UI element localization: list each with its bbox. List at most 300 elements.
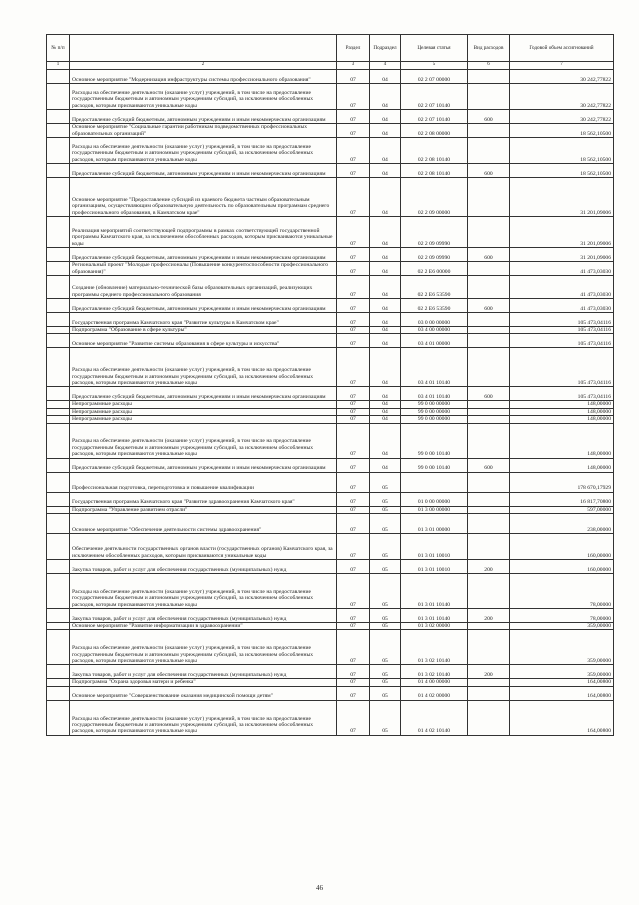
column-number: 2 xyxy=(70,62,337,70)
table-row xyxy=(47,327,614,334)
row-name-cell: Предоставление субсидий бюджетным, автономным учреждениям и иным некоммерческим организациям xyxy=(70,110,337,124)
row-number-cell xyxy=(47,248,70,262)
row-target-article-cell: 02 2 09 09990 xyxy=(401,217,468,248)
row-number-cell xyxy=(47,70,70,84)
row-amount-cell: 148,00000 xyxy=(510,408,614,415)
table-row xyxy=(47,70,614,84)
row-target-article-cell: 03 0 00 00000 xyxy=(401,313,468,327)
row-expense-type-cell xyxy=(468,514,510,534)
row-amount-cell: 164,00800 xyxy=(510,686,614,700)
row-name-cell: Подпрограмма "Управление развитием отрасли" xyxy=(70,506,337,513)
row-subsection-cell: 04 xyxy=(370,299,401,313)
row-number-cell xyxy=(47,334,70,348)
row-target-article-cell: 02 2 08 10140 xyxy=(401,164,468,178)
row-amount-cell: 160,00000 xyxy=(510,560,614,574)
row-number-cell xyxy=(47,609,70,623)
header-annual-volume: Годовой объем ассигнований xyxy=(510,35,614,62)
row-amount-cell: 18 562,10500 xyxy=(510,124,614,138)
header-subsection: Подраздел xyxy=(370,35,401,62)
row-section-cell: 07 xyxy=(337,276,370,299)
row-expense-type-cell xyxy=(468,70,510,84)
row-name-cell: Основное мероприятие "Предоставление субсидий из краевого бюджета частным образовательным организациям, осуществляющим образовательную деятельность по образовательным программам среднего профессионального образования, в Камчатском крае" xyxy=(70,178,337,217)
row-target-article-cell xyxy=(401,472,468,492)
row-section-cell: 07 xyxy=(337,110,370,124)
row-target-article-cell: 01 4 02 10140 xyxy=(401,700,468,735)
row-amount-cell: 359,00000 xyxy=(510,630,614,665)
row-amount-cell: 160,00000 xyxy=(510,534,614,560)
row-number-cell xyxy=(47,408,70,415)
row-expense-type-cell xyxy=(468,700,510,735)
row-number-cell xyxy=(47,472,70,492)
row-section-cell: 07 xyxy=(337,217,370,248)
row-subsection-cell: 05 xyxy=(370,630,401,665)
row-expense-type-cell xyxy=(468,623,510,630)
table-row xyxy=(47,514,614,534)
row-amount-cell: 105 473,04116 xyxy=(510,348,614,387)
row-expense-type-cell xyxy=(468,124,510,138)
header-target-article: Целевая статья xyxy=(401,35,468,62)
row-target-article-cell: 01 3 01 10140 xyxy=(401,574,468,609)
row-amount-cell: 78,00000 xyxy=(510,609,614,623)
row-number-cell xyxy=(47,84,70,110)
row-expense-type-cell: 600 xyxy=(468,387,510,401)
row-number-cell xyxy=(47,458,70,472)
row-amount-cell: 359,00000 xyxy=(510,623,614,630)
row-number-cell xyxy=(47,401,70,408)
row-subsection-cell: 05 xyxy=(370,686,401,700)
row-section-cell: 07 xyxy=(337,313,370,327)
row-subsection-cell: 04 xyxy=(370,84,401,110)
row-number-cell xyxy=(47,506,70,513)
table-row xyxy=(47,423,614,458)
row-name-cell: Подпрограмма "Образование в сфере культуры" xyxy=(70,327,337,334)
row-amount-cell: 31 201,09006 xyxy=(510,178,614,217)
row-expense-type-cell xyxy=(468,534,510,560)
row-section-cell: 07 xyxy=(337,70,370,84)
row-subsection-cell: 04 xyxy=(370,110,401,124)
row-expense-type-cell: 600 xyxy=(468,110,510,124)
table-row xyxy=(47,313,614,327)
row-amount-cell: 238,00000 xyxy=(510,514,614,534)
row-expense-type-cell xyxy=(468,348,510,387)
table-row xyxy=(47,138,614,164)
row-number-cell xyxy=(47,665,70,679)
row-target-article-cell: 03 4 01 10140 xyxy=(401,348,468,387)
header-section: Раздел xyxy=(337,35,370,62)
row-expense-type-cell xyxy=(468,472,510,492)
table-row xyxy=(47,401,614,408)
row-subsection-cell: 05 xyxy=(370,492,401,506)
row-target-article-cell: 03 4 00 00000 xyxy=(401,327,468,334)
row-section-cell: 07 xyxy=(337,686,370,700)
header-row xyxy=(47,35,614,62)
table-row xyxy=(47,262,614,276)
row-expense-type-cell xyxy=(468,630,510,665)
row-expense-type-cell xyxy=(468,276,510,299)
row-subsection-cell: 04 xyxy=(370,164,401,178)
row-expense-type-cell: 600 xyxy=(468,458,510,472)
table-row xyxy=(47,492,614,506)
row-section-cell: 07 xyxy=(337,574,370,609)
table-row xyxy=(47,679,614,686)
row-number-cell xyxy=(47,700,70,735)
row-name-cell: Расходы на обеспечение деятельности (оказание услуг) учреждений, в том числе на предоставление государственным бюджетным и автономным учреждениям субсидий, за исключением обособленных расходов, которым присваиваются уникальные коды xyxy=(70,700,337,735)
row-target-article-cell: 02 2 09 00000 xyxy=(401,178,468,217)
row-section-cell: 07 xyxy=(337,334,370,348)
table-row xyxy=(47,416,614,423)
row-target-article-cell: 02 2 08 10140 xyxy=(401,138,468,164)
row-target-article-cell: 01 3 02 10140 xyxy=(401,630,468,665)
row-number-cell xyxy=(47,217,70,248)
row-expense-type-cell: 200 xyxy=(468,665,510,679)
row-section-cell: 07 xyxy=(337,178,370,217)
row-name-cell: Основное мероприятие "Совершенствование оказания медицинской помощи детям" xyxy=(70,686,337,700)
row-section-cell: 07 xyxy=(337,679,370,686)
row-target-article-cell: 01 3 01 10010 xyxy=(401,534,468,560)
row-expense-type-cell xyxy=(468,84,510,110)
row-subsection-cell: 04 xyxy=(370,178,401,217)
row-subsection-cell: 04 xyxy=(370,313,401,327)
table-body xyxy=(47,70,614,736)
row-target-article-cell: 01 3 01 10010 xyxy=(401,560,468,574)
row-target-article-cell: 99 0 00 10140 xyxy=(401,423,468,458)
row-amount-cell: 359,00000 xyxy=(510,665,614,679)
row-name-cell: Государственная программа Камчатского края "Развитие культуры в Камчатском крае" xyxy=(70,313,337,327)
page-number: 46 xyxy=(316,884,323,892)
row-number-cell xyxy=(47,164,70,178)
row-amount-cell: 16 817,70800 xyxy=(510,492,614,506)
row-number-cell xyxy=(47,416,70,423)
row-name-cell: Непрограммные расходы xyxy=(70,401,337,408)
row-number-cell xyxy=(47,110,70,124)
row-subsection-cell: 04 xyxy=(370,262,401,276)
row-number-cell xyxy=(47,630,70,665)
row-name-cell: Профессиональная подготовка, переподготовка и повышение квалификации xyxy=(70,472,337,492)
row-target-article-cell: 01 4 00 00000 xyxy=(401,679,468,686)
row-name-cell: Закупка товаров, работ и услуг для обеспечения государственных (муниципальных) нужд xyxy=(70,560,337,574)
row-section-cell: 07 xyxy=(337,248,370,262)
row-section-cell: 07 xyxy=(337,630,370,665)
row-section-cell: 07 xyxy=(337,665,370,679)
row-section-cell: 07 xyxy=(337,348,370,387)
row-amount-cell: 597,00000 xyxy=(510,506,614,513)
row-subsection-cell: 05 xyxy=(370,679,401,686)
column-number: 4 xyxy=(370,62,401,70)
row-subsection-cell: 04 xyxy=(370,327,401,334)
row-number-cell xyxy=(47,686,70,700)
table-row xyxy=(47,506,614,513)
row-amount-cell: 30 242,77822 xyxy=(510,70,614,84)
row-number-cell xyxy=(47,574,70,609)
table-row xyxy=(47,276,614,299)
row-subsection-cell: 04 xyxy=(370,276,401,299)
row-name-cell: Основное мероприятие "Модернизация инфраструктуры системы профессионального образования" xyxy=(70,70,337,84)
row-number-cell xyxy=(47,313,70,327)
row-subsection-cell: 05 xyxy=(370,472,401,492)
row-target-article-cell: 99 0 00 10140 xyxy=(401,458,468,472)
row-subsection-cell: 04 xyxy=(370,401,401,408)
row-section-cell: 07 xyxy=(337,560,370,574)
row-name-cell: Расходы на обеспечение деятельности (оказание услуг) учреждений, в том числе на предоставление государственным бюджетным и автономным учреждениям субсидий, за исключением обособленных расходов, которым присваиваются уникальные коды xyxy=(70,348,337,387)
row-name-cell: Расходы на обеспечение деятельности (оказание услуг) учреждений, в том числе на предоставление государственным бюджетным и автономным учреждениям субсидий, за исключением обособленных расходов, которым присваиваются уникальные коды xyxy=(70,574,337,609)
row-amount-cell: 105 473,04116 xyxy=(510,387,614,401)
row-section-cell: 07 xyxy=(337,262,370,276)
row-amount-cell: 164,00800 xyxy=(510,700,614,735)
row-name-cell: Создание (обновление) материально-технической базы образовательных организаций, реализующих программы среднего профессионального образования xyxy=(70,276,337,299)
row-section-cell: 07 xyxy=(337,472,370,492)
row-name-cell: Расходы на обеспечение деятельности (оказание услуг) учреждений, в том числе на предоставление государственным бюджетным и автономным учреждениям субсидий, за исключением обособленных расходов, которым присваиваются уникальные коды xyxy=(70,423,337,458)
row-amount-cell: 105 473,04116 xyxy=(510,313,614,327)
row-target-article-cell: 02 2 09 09990 xyxy=(401,248,468,262)
row-subsection-cell: 04 xyxy=(370,217,401,248)
row-amount-cell: 41 473,03030 xyxy=(510,299,614,313)
row-name-cell: Закупка товаров, работ и услуг для обеспечения государственных (муниципальных) нужд xyxy=(70,665,337,679)
row-section-cell: 07 xyxy=(337,138,370,164)
table-row xyxy=(47,630,614,665)
header-expense-type: Вид расходов xyxy=(468,35,510,62)
row-number-cell xyxy=(47,623,70,630)
row-expense-type-cell xyxy=(468,217,510,248)
row-name-cell: Расходы на обеспечение деятельности (оказание услуг) учреждений, в том числе на предоставление государственным бюджетным и автономным учреждениям субсидий, за исключением обособленных расходов, которым присваиваются уникальные коды xyxy=(70,630,337,665)
table-row xyxy=(47,574,614,609)
table-row xyxy=(47,217,614,248)
row-amount-cell: 105 473,04116 xyxy=(510,334,614,348)
row-number-cell xyxy=(47,299,70,313)
row-section-cell: 07 xyxy=(337,401,370,408)
row-subsection-cell: 04 xyxy=(370,248,401,262)
row-number-cell xyxy=(47,387,70,401)
row-subsection-cell: 05 xyxy=(370,560,401,574)
row-section-cell: 07 xyxy=(337,534,370,560)
header-name xyxy=(70,35,337,62)
row-target-article-cell: 01 3 02 10140 xyxy=(401,665,468,679)
header-no: № п/п xyxy=(47,35,70,62)
row-section-cell: 07 xyxy=(337,408,370,415)
row-number-cell xyxy=(47,679,70,686)
row-amount-cell: 78,00000 xyxy=(510,574,614,609)
row-name-cell: Основное мероприятие "Развитие информатизации в здравоохранении" xyxy=(70,623,337,630)
row-target-article-cell: 02 2 07 00000 xyxy=(401,70,468,84)
row-amount-cell: 148,00000 xyxy=(510,416,614,423)
row-amount-cell: 18 562,10500 xyxy=(510,138,614,164)
row-expense-type-cell xyxy=(468,327,510,334)
row-subsection-cell: 05 xyxy=(370,623,401,630)
table-row xyxy=(47,110,614,124)
row-expense-type-cell xyxy=(468,408,510,415)
row-number-cell xyxy=(47,514,70,534)
row-target-article-cell: 01 3 01 10140 xyxy=(401,609,468,623)
row-amount-cell: 41 473,03030 xyxy=(510,262,614,276)
row-target-article-cell: 01 3 02 00000 xyxy=(401,623,468,630)
row-amount-cell: 31 201,09006 xyxy=(510,248,614,262)
row-amount-cell: 18 562,10500 xyxy=(510,164,614,178)
row-expense-type-cell xyxy=(468,262,510,276)
row-section-cell: 07 xyxy=(337,623,370,630)
column-number: 3 xyxy=(337,62,370,70)
row-subsection-cell: 04 xyxy=(370,124,401,138)
row-subsection-cell: 05 xyxy=(370,665,401,679)
row-section-cell: 07 xyxy=(337,423,370,458)
row-expense-type-cell: 600 xyxy=(468,299,510,313)
column-number: 5 xyxy=(401,62,468,70)
row-section-cell: 07 xyxy=(337,700,370,735)
row-section-cell: 07 xyxy=(337,84,370,110)
row-section-cell: 07 xyxy=(337,164,370,178)
row-amount-cell: 41 473,03030 xyxy=(510,276,614,299)
row-number-cell xyxy=(47,423,70,458)
table-row xyxy=(47,700,614,735)
row-amount-cell: 178 670,17929 xyxy=(510,472,614,492)
row-name-cell: Непрограммные расходы xyxy=(70,408,337,415)
table-row xyxy=(47,348,614,387)
row-target-article-cell: 99 0 00 00000 xyxy=(401,408,468,415)
row-name-cell: Предоставление субсидий бюджетным, автономным учреждениям и иным некоммерческим организациям xyxy=(70,387,337,401)
row-name-cell: Основное мероприятие "Обеспечение деятельности системы здравоохранения" xyxy=(70,514,337,534)
row-amount-cell: 148,00000 xyxy=(510,423,614,458)
table-row xyxy=(47,164,614,178)
row-expense-type-cell xyxy=(468,178,510,217)
table-row xyxy=(47,178,614,217)
row-number-cell xyxy=(47,348,70,387)
row-expense-type-cell xyxy=(468,423,510,458)
row-section-cell: 07 xyxy=(337,492,370,506)
row-amount-cell: 31 201,09006 xyxy=(510,217,614,248)
row-amount-cell: 164,00800 xyxy=(510,679,614,686)
row-section-cell: 07 xyxy=(337,327,370,334)
row-subsection-cell: 04 xyxy=(370,416,401,423)
row-section-cell: 07 xyxy=(337,514,370,534)
row-expense-type-cell xyxy=(468,574,510,609)
row-target-article-cell: 02 2 07 10140 xyxy=(401,84,468,110)
budget-table xyxy=(46,34,614,736)
row-expense-type-cell xyxy=(468,138,510,164)
row-subsection-cell: 05 xyxy=(370,700,401,735)
row-target-article-cell: 03 4 01 10140 xyxy=(401,387,468,401)
row-name-cell: Реализация мероприятий соответствующей подпрограммы в рамках соответствующей государственной программы Камчатского края, за исключением обособленных расходов, которым присваиваются уникальные коды xyxy=(70,217,337,248)
table-row xyxy=(47,609,614,623)
row-target-article-cell: 02 2 E6 00000 xyxy=(401,262,468,276)
row-amount-cell: 148,00000 xyxy=(510,458,614,472)
row-expense-type-cell: 600 xyxy=(468,248,510,262)
table-row xyxy=(47,334,614,348)
table-row xyxy=(47,472,614,492)
row-expense-type-cell xyxy=(468,313,510,327)
row-subsection-cell: 04 xyxy=(370,458,401,472)
row-number-cell xyxy=(47,560,70,574)
row-number-cell xyxy=(47,262,70,276)
table-row xyxy=(47,248,614,262)
row-section-cell: 07 xyxy=(337,458,370,472)
table-row xyxy=(47,665,614,679)
row-target-article-cell: 01 4 02 00000 xyxy=(401,686,468,700)
row-number-cell xyxy=(47,178,70,217)
row-expense-type-cell xyxy=(468,506,510,513)
table-row xyxy=(47,686,614,700)
row-subsection-cell: 05 xyxy=(370,514,401,534)
row-subsection-cell: 04 xyxy=(370,138,401,164)
row-target-article-cell: 03 4 01 00000 xyxy=(401,334,468,348)
row-name-cell: Региональный проект "Молодые профессионалы (Повышение конкурентоспособности профессионального образования)" xyxy=(70,262,337,276)
column-number: 1 xyxy=(47,62,70,70)
row-subsection-cell: 04 xyxy=(370,70,401,84)
row-target-article-cell: 02 2 E6 53590 xyxy=(401,299,468,313)
row-number-cell xyxy=(47,327,70,334)
table-row xyxy=(47,124,614,138)
row-name-cell: Предоставление субсидий бюджетным, автономным учреждениям и иным некоммерческим организациям xyxy=(70,458,337,472)
row-subsection-cell: 04 xyxy=(370,387,401,401)
table-row xyxy=(47,408,614,415)
row-expense-type-cell: 200 xyxy=(468,609,510,623)
row-target-article-cell: 99 0 00 00000 xyxy=(401,416,468,423)
row-name-cell: Государственная программа Камчатского края "Развитие здравоохранения Камчатского края" xyxy=(70,492,337,506)
row-expense-type-cell xyxy=(468,416,510,423)
row-amount-cell: 30 242,77822 xyxy=(510,110,614,124)
row-amount-cell: 105 473,04116 xyxy=(510,327,614,334)
row-subsection-cell: 05 xyxy=(370,534,401,560)
row-number-cell xyxy=(47,124,70,138)
row-name-cell: Непрограммные расходы xyxy=(70,416,337,423)
table-row xyxy=(47,387,614,401)
row-subsection-cell: 05 xyxy=(370,609,401,623)
row-subsection-cell: 04 xyxy=(370,334,401,348)
row-number-cell xyxy=(47,534,70,560)
row-number-cell xyxy=(47,138,70,164)
row-section-cell: 07 xyxy=(337,387,370,401)
row-name-cell: Предоставление субсидий бюджетным, автономным учреждениям и иным некоммерческим организациям xyxy=(70,164,337,178)
row-name-cell: Обеспечение деятельности государственных органов власти (государственных органов) Камчатского края, за исключением обособленных расходов, которым присваиваются уникальные коды xyxy=(70,534,337,560)
row-name-cell: Подпрограмма "Охрана здоровья матери и ребенка" xyxy=(70,679,337,686)
row-expense-type-cell xyxy=(468,401,510,408)
row-subsection-cell: 05 xyxy=(370,506,401,513)
table-row xyxy=(47,560,614,574)
row-section-cell: 07 xyxy=(337,416,370,423)
row-section-cell: 07 xyxy=(337,506,370,513)
row-target-article-cell: 02 2 E6 53590 xyxy=(401,276,468,299)
row-target-article-cell: 01 0 00 00000 xyxy=(401,492,468,506)
row-expense-type-cell xyxy=(468,492,510,506)
row-target-article-cell: 01 3 01 00000 xyxy=(401,514,468,534)
row-target-article-cell: 01 3 00 00000 xyxy=(401,506,468,513)
row-amount-cell: 148,00000 xyxy=(510,401,614,408)
row-number-cell xyxy=(47,276,70,299)
row-name-cell: Закупка товаров, работ и услуг для обеспечения государственных (муниципальных) нужд xyxy=(70,609,337,623)
row-name-cell: Предоставление субсидий бюджетным, автономным учреждениям и иным некоммерческим организациям xyxy=(70,299,337,313)
row-name-cell: Предоставление субсидий бюджетным, автономным учреждениям и иным некоммерческим организациям xyxy=(70,248,337,262)
row-number-cell xyxy=(47,492,70,506)
row-expense-type-cell xyxy=(468,334,510,348)
row-subsection-cell: 04 xyxy=(370,408,401,415)
row-subsection-cell: 04 xyxy=(370,348,401,387)
table-row xyxy=(47,84,614,110)
row-section-cell: 07 xyxy=(337,299,370,313)
column-number: 7 xyxy=(510,62,614,70)
table-row xyxy=(47,458,614,472)
row-amount-cell: 30 242,77822 xyxy=(510,84,614,110)
table-row xyxy=(47,534,614,560)
row-name-cell: Расходы на обеспечение деятельности (оказание услуг) учреждений, в том числе на предоставление государственным бюджетным и автономным учреждениям субсидий, за исключением обособленных расходов, которым присваиваются уникальные коды xyxy=(70,84,337,110)
table-row xyxy=(47,299,614,313)
row-target-article-cell: 02 2 08 00000 xyxy=(401,124,468,138)
row-section-cell: 07 xyxy=(337,124,370,138)
column-number: 6 xyxy=(468,62,510,70)
row-subsection-cell: 04 xyxy=(370,423,401,458)
row-target-article-cell: 99 0 00 00000 xyxy=(401,401,468,408)
row-expense-type-cell xyxy=(468,686,510,700)
row-expense-type-cell: 200 xyxy=(468,560,510,574)
row-expense-type-cell xyxy=(468,679,510,686)
column-number-row xyxy=(47,62,614,70)
row-target-article-cell: 02 2 07 10140 xyxy=(401,110,468,124)
